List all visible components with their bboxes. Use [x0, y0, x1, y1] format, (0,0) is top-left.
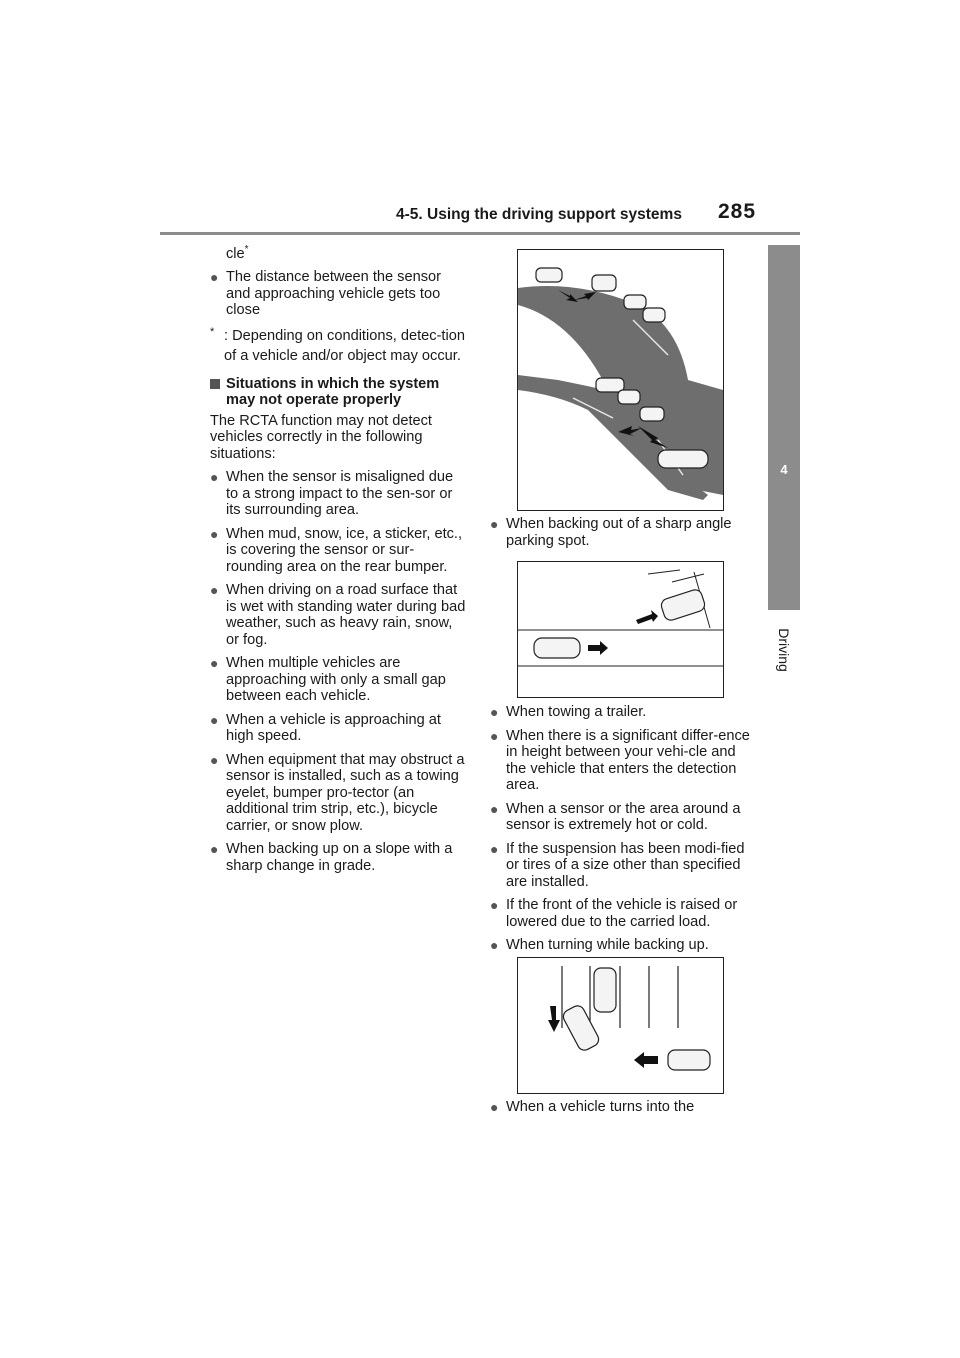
bullet-icon: ●	[210, 582, 219, 599]
square-bullet-icon	[210, 379, 220, 389]
list-item: ● When there is a significant differ-ence in height between your vehi-cle and the vehicle that enters the detection area.	[490, 727, 750, 793]
bullet-icon: ●	[210, 841, 219, 858]
list-item: ● When backing out of a sharp angle parking spot.	[490, 516, 732, 549]
bullet-icon: ●	[490, 897, 499, 913]
subsection-heading: Situations in which the system may not operate properly	[210, 376, 466, 409]
list-item: ● When a vehicle is approaching at high speed.	[210, 711, 441, 745]
list-item: ● The distance between the sensor and approaching vehicle gets too close	[210, 269, 441, 319]
list-item: ● When the sensor is misaligned due to a strong impact to the sen-sor or its surrounding area.	[210, 469, 454, 519]
bullet-icon: ●	[210, 711, 219, 728]
bullet-icon: ●	[490, 840, 499, 857]
bullet-icon: ●	[490, 937, 499, 953]
list-item: ● When turning while backing up.	[490, 937, 709, 953]
list-item: ● When mud, snow, ice, a sticker, etc., is covering the sensor or sur-rounding area on the rear bumper.	[210, 525, 463, 575]
page-number: 285	[718, 200, 757, 223]
angle-parking-illustration	[517, 561, 724, 698]
bullet-icon: ●	[210, 525, 219, 542]
chapter-label-text: Driving	[776, 628, 792, 672]
list-item: ● When multiple vehicles are approaching with only a small gap between each vehicle.	[210, 655, 446, 705]
bullet-icon: ●	[210, 655, 219, 672]
bullet-icon: ●	[210, 469, 219, 486]
bullet-icon: ●	[210, 269, 219, 286]
list-item: ● If the suspension has been modi-fied or tires of a size other than specified are installed.	[490, 840, 745, 890]
slope-illustration	[517, 249, 724, 511]
list-item: ● When towing a trailer.	[490, 704, 647, 720]
bullet-icon: ●	[490, 727, 499, 744]
bullet-icon: ●	[490, 704, 499, 720]
list-item: ● When driving on a road surface that is wet with standing water during bad weather, such as heavy rain, snow, or fog.	[210, 582, 466, 648]
bullet-icon: ●	[490, 1099, 499, 1115]
bullet-icon: ●	[490, 800, 499, 817]
list-item: ● When backing up on a slope with a sharp change in grade.	[210, 841, 453, 874]
header-rule	[160, 232, 800, 235]
turning-backing-illustration	[517, 957, 724, 1094]
bullet-icon: ●	[210, 751, 219, 768]
chapter-tab	[768, 245, 800, 610]
chapter-label	[772, 620, 796, 680]
list-item: ● When a vehicle turns into the	[490, 1099, 695, 1115]
list-item: ● If the front of the vehicle is raised or lowered due to the carried load.	[490, 897, 738, 930]
right-column	[490, 704, 752, 961]
continued-text: cle*	[226, 244, 249, 262]
slope-caption-block	[490, 516, 750, 556]
right-column-last	[490, 1099, 752, 1123]
left-column	[210, 242, 466, 881]
section-title: 4-5. Using the driving support systems	[396, 206, 682, 223]
chapter-number: 4	[780, 462, 788, 477]
list-item: ● When equipment that may obstruct a sensor is installed, such as a towing eyelet, bumper pro-tector (an additional trim strip, etc.), bicycle carrier, or snow plow.	[210, 751, 465, 834]
list-item: ● When a sensor or the area around a sensor is extremely hot or cold.	[490, 800, 741, 833]
footnote: * : Depending on conditions, detec-tion of a vehicle and/or object may occur.	[210, 325, 465, 364]
bullet-icon: ●	[490, 516, 499, 532]
intro-paragraph: The RCTA function may not detect vehicles correctly in the following situations:	[210, 412, 432, 462]
